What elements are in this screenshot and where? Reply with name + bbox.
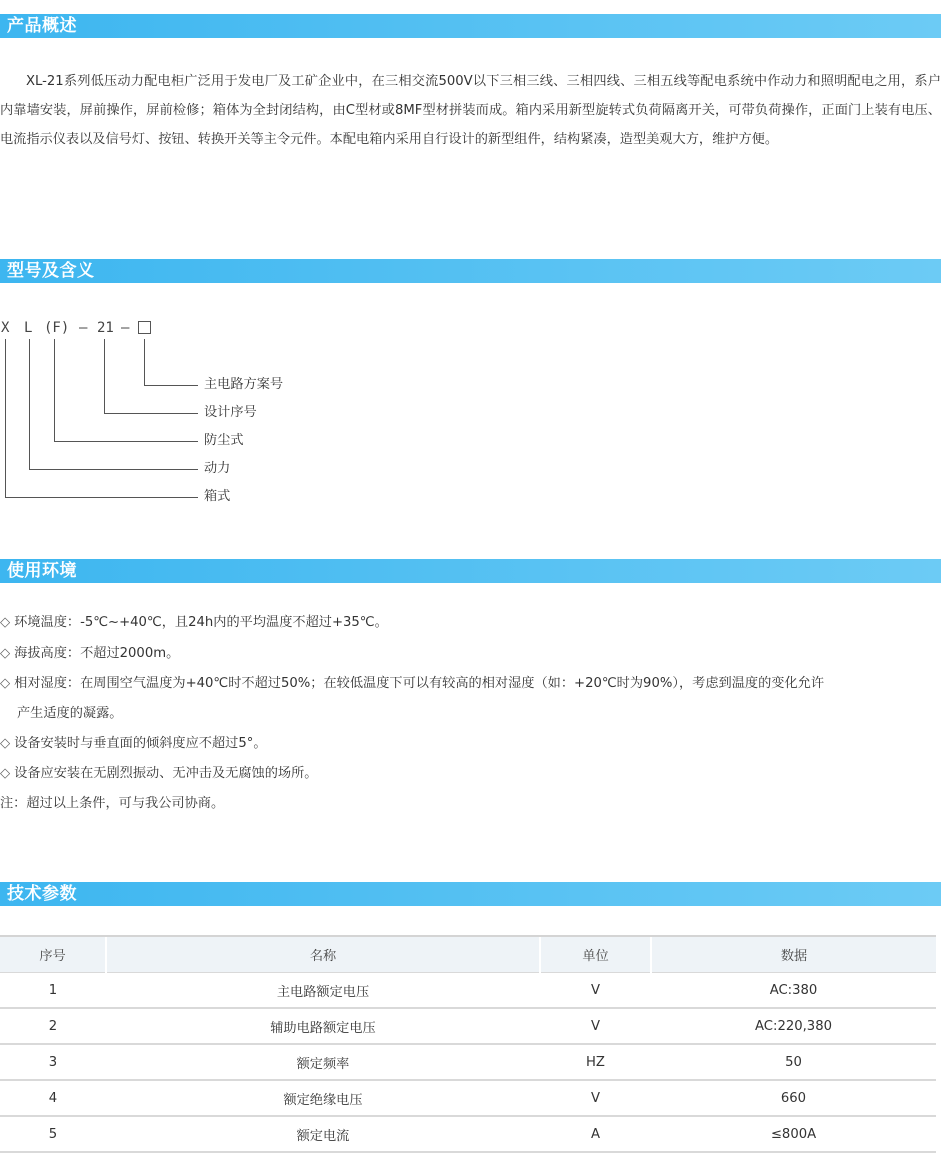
model-label-scheme: 主电路方案号: [204, 377, 284, 392]
section-title-tech: 技术参数: [7, 884, 77, 904]
table-cell-value: AC:380: [651, 973, 936, 1009]
table-cell-value: ≤800A: [651, 1116, 936, 1152]
table-row: [0, 1080, 936, 1116]
env-item-temperature: ◇ 环境温度：-5℃~+40℃，且24h内的平均温度不超过+35℃。: [0, 615, 388, 630]
model-label-box-type: 箱式: [204, 489, 231, 504]
section-bar-model: [0, 259, 941, 283]
overview-paragraph: XL-21系列低压动力配电柜广泛用于发电厂及工矿企业中，在三相交流500V以下三相三线、三相四线、三相五线等配电系统中作动力和照明配电之用，系户内靠墙安装，屏前操作，屏前检修；箱体为全封闭结构，由C型材或8MF型材拼装而成。箱内采用新型旋转式负荷隔离开关，可带负荷操作，正面门上装有电压、电流指示仪表以及信号灯、按钮、转换开关等主令元件。本配电箱内采用自行设计的新型组件，结构紧凑，造型美观大方，维护方便。: [0, 74, 941, 147]
env-item-altitude: ◇ 海拔高度：不超过2000m。: [0, 646, 180, 661]
section-title-overview: 产品概述: [7, 16, 77, 36]
table-cell-unit: A: [540, 1116, 651, 1152]
table-cell-serial: 2: [0, 1008, 106, 1044]
table-row: [0, 1116, 936, 1152]
table-header-row: [0, 936, 936, 973]
code-letter-l: L: [24, 320, 33, 336]
section-title-model: 型号及含义: [7, 261, 95, 281]
table-cell-unit: V: [540, 973, 651, 1009]
diamond-bullet-icon: ◇: [0, 766, 11, 781]
table-header-unit: 单位: [540, 936, 651, 973]
table-cell-name: 主电路额定电压: [106, 973, 540, 1009]
table-row: [0, 973, 936, 1009]
code-letter-x: X: [1, 320, 10, 336]
table-cell-unit: HZ: [540, 1044, 651, 1080]
table-cell-name: 额定电流: [106, 1116, 540, 1152]
table-cell-serial: 4: [0, 1080, 106, 1116]
env-note: 注：超过以上条件，可与我公司协商。: [0, 796, 225, 811]
table-cell-unit: V: [540, 1080, 651, 1116]
env-item-inclination: ◇ 设备安装时与垂直面的倾斜度应不超过5°。: [0, 736, 267, 751]
env-item-install-site: ◇ 设备应安装在无剧烈振动、无冲击及无腐蚀的场所。: [0, 766, 318, 781]
section-title-environment: 使用环境: [7, 561, 77, 581]
table-header-serial: 序号: [0, 936, 106, 973]
diamond-bullet-icon: ◇: [0, 736, 11, 751]
model-label-dustproof: 防尘式: [204, 433, 244, 448]
table-cell-unit: V: [540, 1008, 651, 1044]
model-code-connector-lines: [0, 315, 400, 520]
section-bar-overview: [0, 14, 941, 38]
diamond-bullet-icon: ◇: [0, 676, 11, 691]
table-cell-value: 660: [651, 1080, 936, 1116]
table-cell-serial: 1: [0, 973, 106, 1009]
table-cell-value: AC:220,380: [651, 1008, 936, 1044]
code-letter-f: (F): [44, 320, 70, 336]
table-row: [0, 1008, 936, 1044]
model-label-design-serial: 设计序号: [204, 405, 257, 420]
code-number: 21: [97, 320, 114, 336]
table-header-name: 名称: [106, 936, 540, 973]
env-item-humidity: ◇ 相对湿度：在周围空气温度为+40℃时不超过50%；在较低温度下可以有较高的相对湿度（如：+20℃时为90%），考虑到温度的变化允许: [0, 676, 825, 691]
table-cell-serial: 5: [0, 1116, 106, 1152]
table-cell-name: 额定频率: [106, 1044, 540, 1080]
model-code-diagram: [0, 315, 400, 520]
diamond-bullet-icon: ◇: [0, 615, 11, 630]
tech-params-table: [0, 935, 936, 1153]
table-cell-serial: 3: [0, 1044, 106, 1080]
section-bar-environment: [0, 559, 941, 583]
diamond-bullet-icon: ◇: [0, 646, 11, 661]
table-cell-name: 额定绝缘电压: [106, 1080, 540, 1116]
code-dash-2: –: [121, 320, 130, 336]
table-cell-name: 辅助电路额定电压: [106, 1008, 540, 1044]
model-label-power: 动力: [204, 461, 231, 476]
section-bar-tech: [0, 882, 941, 906]
env-item-humidity-continued: 产生适度的凝露。: [17, 706, 123, 721]
code-dash-1: –: [79, 320, 88, 336]
table-row: [0, 1044, 936, 1080]
table-cell-value: 50: [651, 1044, 936, 1080]
table-header-value: 数据: [651, 936, 936, 973]
